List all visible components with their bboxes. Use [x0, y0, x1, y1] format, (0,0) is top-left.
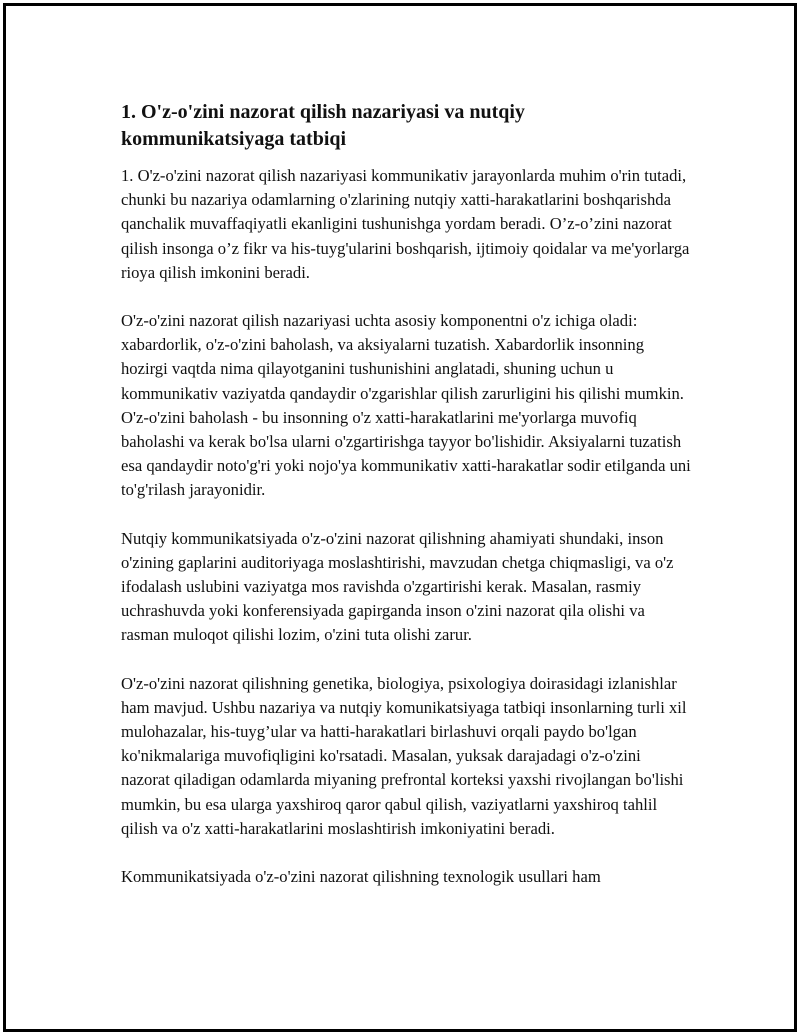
- paragraph-5: Kommunikatsiyada o'z-o'zini nazorat qilishning texnologik usullari ham: [121, 867, 601, 887]
- paragraph-1: 1. O'z-o'zini nazorat qilish nazariyasi kommunikativ jarayonlarda muhim o'rin tutadi, chunki bu nazariya odamlarning o'zlarining nutqiy xatti-harakatlarini boshqarishda qanchalik muvaffaqiyatli ekanligini tushunishga yordam beradi. O’z-o’zini nazorat qilish insonga o’z fikr va his-tuyg'ularini boshqarish, ijtimoiy qoidalar va me'yorlarga rioya qilish imkonini beradi.: [121, 166, 690, 282]
- paragraph-3: Nutqiy kommunikatsiyada o'z-o'zini nazorat qilishning ahamiyati shundaki, inson o'zining gaplarini auditoriyaga moslashtirishi, mavzudan chetga chiqmasligi, va o'z ifodalash uslubini vaziyatga mos ravishda o'zgartirishi kerak. Masalan, rasmiy uchrashuvda yoki konferensiyada gapirganda inson o'zini nazorat qila olishi va rasman muloqot qilishi lozim, o'zini tuta olishi zarur.: [121, 528, 674, 645]
- paragraph-4: O'z-o'zini nazorat qilishning genetika, biologiya, psixologiya doirasidagi izlanishlar ham mavjud. Ushbu nazariya va nutqiy komunikatsiyaga tatbiqi insonlarning turli xil mulohazalar, his-tuyg’ular va hatti-harakatlari birlashuvi orqali paydo bo'lgan ko'nikmalariga muvofiqligini ko'rsatadi. Masalan, yuksak darajadagi o'z-o'zini nazorat qiladigan odamlarda miyaning prefrontal korteksi yaxshi rivojlangan bo'lishi mumkin, bu esa ularga yaxshiroq qaror qabul qilish, vaziyatlarni yaxshiroq tahlil qilish va o'z xatti-harakatlarini moslashtirish imkoniyatini beradi.: [121, 673, 687, 838]
- page-frame: [3, 3, 797, 1032]
- section-heading: 1. O'z-o'zini nazorat qilish nazariyasi va nutqiy kommunikatsiyaga tatbiqi: [121, 101, 525, 150]
- paragraph-2: O'z-o'zini nazorat qilish nazariyasi uchta asosiy komponentni o'z ichiga oladi: xabardorlik, o'z-o'zini baholash, va aksiyalarni tuzatish. Xabardorlik insonning hozirgi vaqtda nima qilayotganini tushunishini anglatadi, shuning uchun u kommunikativ vaziyatda qandaydir o'zgarishlar qilish zarurligini his qilishi mumkin. O'z-o'zini baholash - bu insonning o'z xatti-harakatlarini me'yorlarga muvofiq baholashi va kerak bo'lsa ularni o'zgartirishga tayyor bo'lishidir. Aksiyalarni tuzatish esa qandaydir noto'g'ri yoki nojo'ya kommunikativ xatti-harakatlar sodir etilganda uni to'g'rilash jarayonidir.: [121, 311, 691, 500]
- document-content: [121, 99, 691, 913]
